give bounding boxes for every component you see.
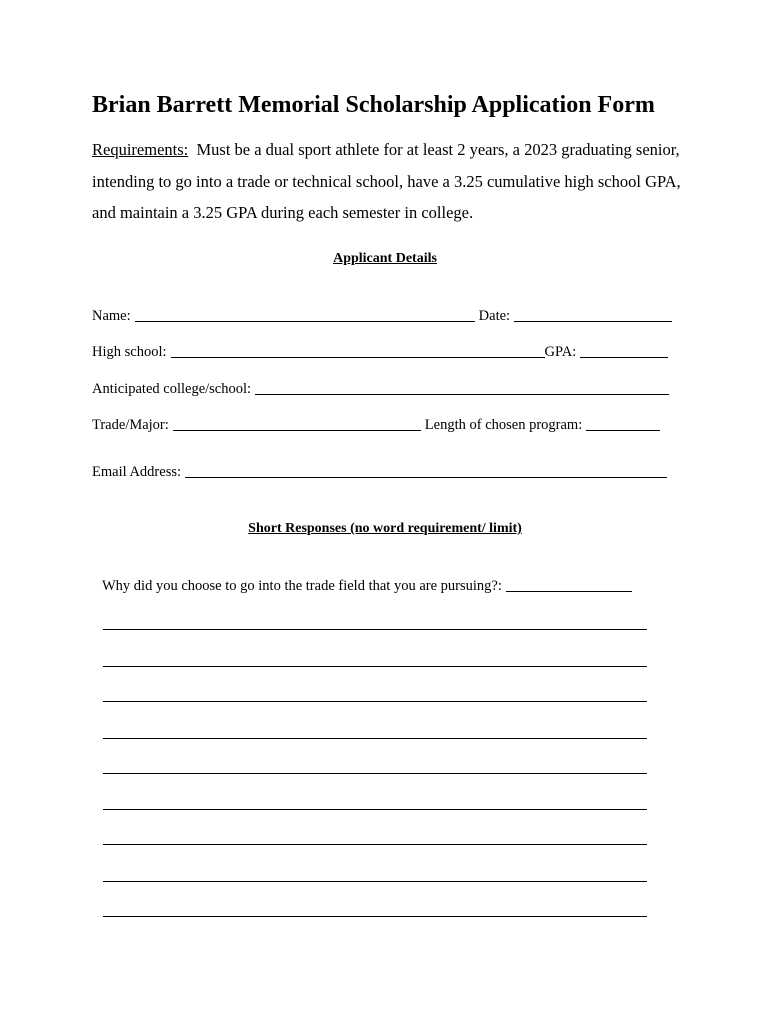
response-line[interactable] <box>103 881 647 882</box>
date-label: Date: <box>478 308 511 324</box>
name-label: Name: <box>92 308 131 324</box>
name-row <box>92 308 672 325</box>
gpa-label: GPA: <box>544 344 577 360</box>
form-title: Brian Barrett Memorial Scholarship Application Form <box>92 92 655 118</box>
high-school-row <box>92 344 668 361</box>
gpa-field[interactable] <box>580 356 668 358</box>
short-responses-heading: Short Responses (no word requirement/ limit) <box>248 521 522 536</box>
question-1-field[interactable] <box>506 590 632 592</box>
applicant-details-heading: Applicant Details <box>333 251 437 266</box>
name-field[interactable] <box>135 320 475 322</box>
response-line[interactable] <box>103 666 647 667</box>
response-line[interactable] <box>103 916 647 917</box>
requirements-text: Must be a dual sport athlete for at least 2 years, a 2023 graduating senior, intending to go into a trade or technical school, have a 3.25 cumulative high school GPA, and maintain a 3.25 GPA during each semester in college. <box>92 140 681 222</box>
response-line[interactable] <box>103 773 647 774</box>
program-length-field[interactable] <box>586 429 660 431</box>
email-label: Email Address: <box>92 464 182 480</box>
trade-row <box>92 417 660 434</box>
high-school-field[interactable] <box>171 356 545 358</box>
requirements-label: Requirements: <box>92 140 189 159</box>
response-line[interactable] <box>103 629 647 630</box>
college-label: Anticipated college/school: <box>92 381 252 397</box>
response-line[interactable] <box>103 738 647 739</box>
date-field[interactable] <box>514 320 672 322</box>
college-field[interactable] <box>255 393 669 395</box>
email-field[interactable] <box>185 476 667 478</box>
response-line[interactable] <box>103 809 647 810</box>
program-length-label: Length of chosen program: <box>424 417 583 433</box>
high-school-label: High school: <box>92 344 167 360</box>
email-row <box>92 464 667 481</box>
trade-field[interactable] <box>173 429 421 431</box>
response-line[interactable] <box>103 701 647 702</box>
question-1-row <box>102 578 632 595</box>
requirements-paragraph <box>92 134 692 229</box>
question-1-label: Why did you choose to go into the trade field that you are pursuing?: <box>102 578 502 594</box>
response-line[interactable] <box>103 844 647 845</box>
trade-label: Trade/Major: <box>92 417 169 433</box>
college-row <box>92 381 669 398</box>
